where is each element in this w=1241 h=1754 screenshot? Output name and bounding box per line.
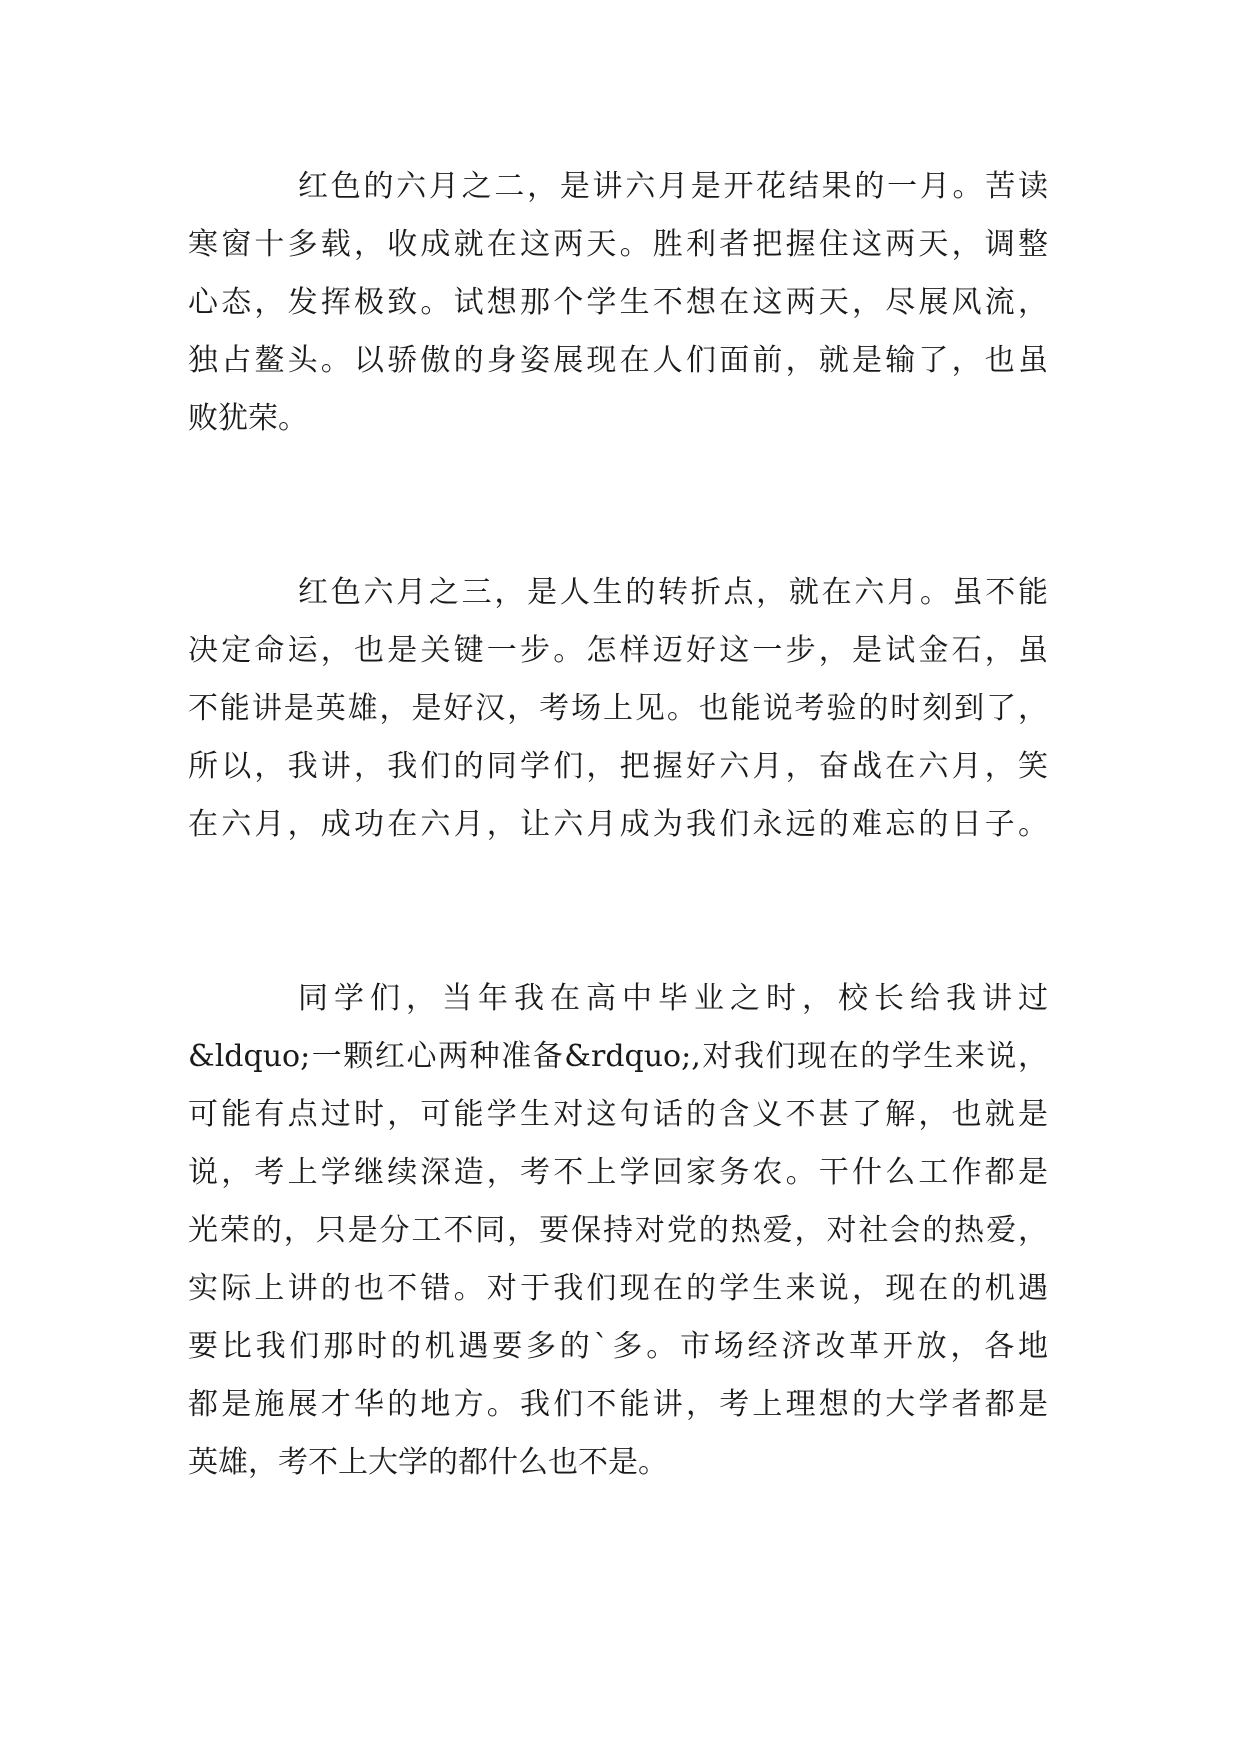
paragraph-line: 败犹荣。 bbox=[188, 401, 308, 436]
paragraph-line: 不能讲是英雄，是好汉，考场上见。也能说考验的时刻到了， bbox=[188, 691, 1048, 726]
paragraph-line: 决定命运，也是关键一步。怎样迈好这一步，是试金石，虽 bbox=[188, 633, 1048, 668]
paragraph-line: 可能有点过时，可能学生对这句话的含义不甚了解，也就是 bbox=[188, 1097, 1048, 1132]
paragraph-line: 红色的六月之二，是讲六月是开花结果的一月。苦读 bbox=[298, 169, 1048, 204]
paragraph-line: 英雄，考不上大学的都什么也不是。 bbox=[188, 1445, 668, 1480]
paragraph-red-june-three bbox=[188, 564, 1048, 854]
paragraph-line: 光荣的，只是分工不同，要保持对党的热爱，对社会的热爱， bbox=[188, 1213, 1048, 1248]
paragraph-line: 所以，我讲，我们的同学们，把握好六月，奋战在六月，笑 bbox=[188, 749, 1048, 784]
paragraph-line: 红色六月之三，是人生的转折点，就在六月。虽不能 bbox=[298, 575, 1048, 610]
paragraph-line: &ldquo;一颗红心两种准备&rdquo;,对我们现在的学生来说， bbox=[188, 1039, 1048, 1074]
paragraph-line: 同学们，当年我在高中毕业之时，校长给我讲过 bbox=[298, 981, 1048, 1016]
paragraph-line: 实际上讲的也不错。对于我们现在的学生来说，现在的机遇 bbox=[188, 1271, 1048, 1306]
paragraph-line: 心态，发挥极致。试想那个学生不想在这两天，尽展风流， bbox=[188, 285, 1048, 320]
paragraph-line: 都是施展才华的地方。我们不能讲，考上理想的大学者都是 bbox=[188, 1387, 1048, 1422]
paragraph-line: 说，考上学继续深造，考不上学回家务农。干什么工作都是 bbox=[188, 1155, 1048, 1190]
paragraph-red-june-two bbox=[188, 158, 1048, 448]
paragraph-line: 要比我们那时的机遇要多的`多。市场经济改革开放，各地 bbox=[188, 1329, 1048, 1364]
paragraph-classmates bbox=[188, 970, 1048, 1492]
paragraph-line: 寒窗十多载，收成就在这两天。胜利者把握住这两天，调整 bbox=[188, 227, 1048, 262]
paragraph-line: 在六月，成功在六月，让六月成为我们永远的难忘的日子。 bbox=[188, 807, 1048, 842]
paragraph-line: 独占鳌头。以骄傲的身姿展现在人们面前，就是输了，也虽 bbox=[188, 343, 1048, 378]
